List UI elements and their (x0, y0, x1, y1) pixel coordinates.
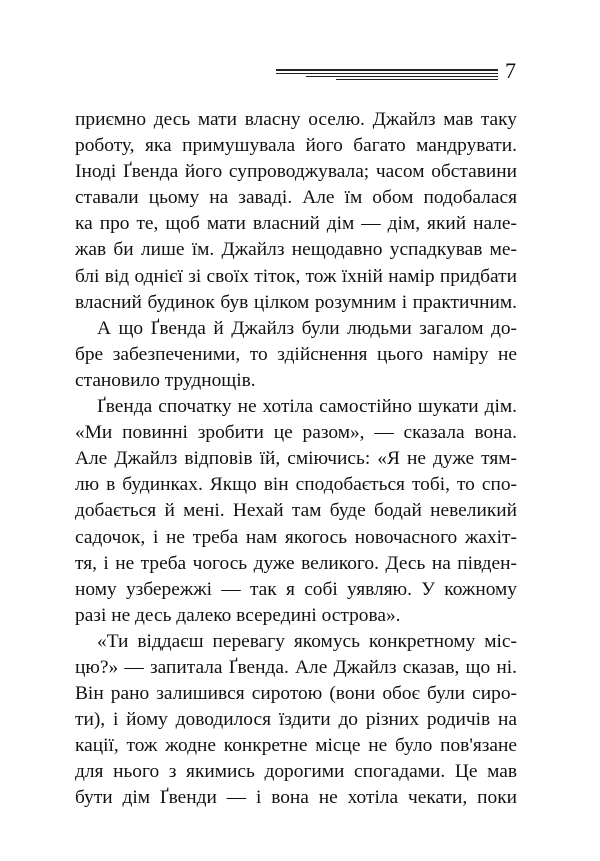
paragraph (75, 316, 517, 394)
page-number: 7 (505, 58, 516, 83)
text-line: добається й мені. Нехай там буде бодай невеликий (75, 500, 517, 522)
text-line: цю?» — запитала Ґвенда. Але Джайлз сказав, що ні. (75, 656, 517, 678)
text-line: власний будинок був цілком розумним і практичним. (75, 291, 517, 313)
text-line: разі не десь далеко всередині острова». (75, 604, 401, 626)
header-rule (276, 73, 498, 74)
paragraph (75, 394, 517, 629)
text-line: «Ти віддаєш перевагу якомусь конкретному міс- (97, 630, 517, 652)
text-line: Але Джайлз відповів їй, сміючись: «Я не дуже тям- (75, 448, 517, 470)
text-line: «Ми повинні зробити це разом», — сказала вона. (75, 422, 517, 444)
text-line: бре забезпеченими, то здійснення цього наміру не (75, 343, 517, 365)
text-line: роботу, яка примушувала його багато мандрувати. (75, 135, 517, 157)
text-line: для нього з якимись дорогими спогадами. Це мав (75, 761, 517, 783)
text-line: лю в будинках. Якщо він сподобається тобі, то спо- (75, 474, 517, 496)
text-line: ному узбережжі — так я собі уявляю. У кожному (75, 578, 517, 600)
text-line: ка про те, щоб мати власний дім — дім, який нале- (75, 213, 517, 235)
text-line: кації, тож жодне конкретне місце не було пов'язане (75, 735, 517, 757)
text-line: бути дім Ґвенди — і вона не хотіла чекати, поки (75, 787, 517, 809)
text-line: садочок, і не треба нам якогось новочасного жахіт- (75, 526, 517, 548)
text-line: становило труднощів. (75, 369, 256, 391)
text-line: тя, і не треба чогось дуже великого. Десь на півден- (75, 552, 517, 574)
text-line: А що Ґвенда й Джайлз були людьми загалом до- (97, 317, 517, 339)
text-line: приємно десь мати власну оселю. Джайлз мав таку (75, 109, 517, 130)
header-rule (276, 69, 498, 71)
page-header (0, 0, 600, 90)
header-rule (336, 79, 498, 80)
text-line: ставали цьому на заваді. Але їм обом подобалася (75, 187, 517, 209)
text-line: Ґвенда спочатку не хотіла самостійно шукати дім. (97, 396, 517, 418)
text-line: блі від однієї зі своїх тіток, тож їхній намір придбати (75, 265, 517, 287)
text-line: ти), і йому доводилося їздити до різних родичів на (75, 709, 517, 731)
text-line: Він рано залишився сиротою (вони обоє були сиро- (75, 683, 517, 705)
text-line: жав би лише їм. Джайлз нещодавно успадкував ме- (75, 239, 517, 261)
text-line: Іноді Ґвенда його супроводжувала; часом обставини (75, 161, 517, 183)
paragraph (75, 629, 517, 812)
paragraph (75, 107, 517, 316)
header-rule (306, 76, 498, 77)
body-text (75, 107, 517, 812)
